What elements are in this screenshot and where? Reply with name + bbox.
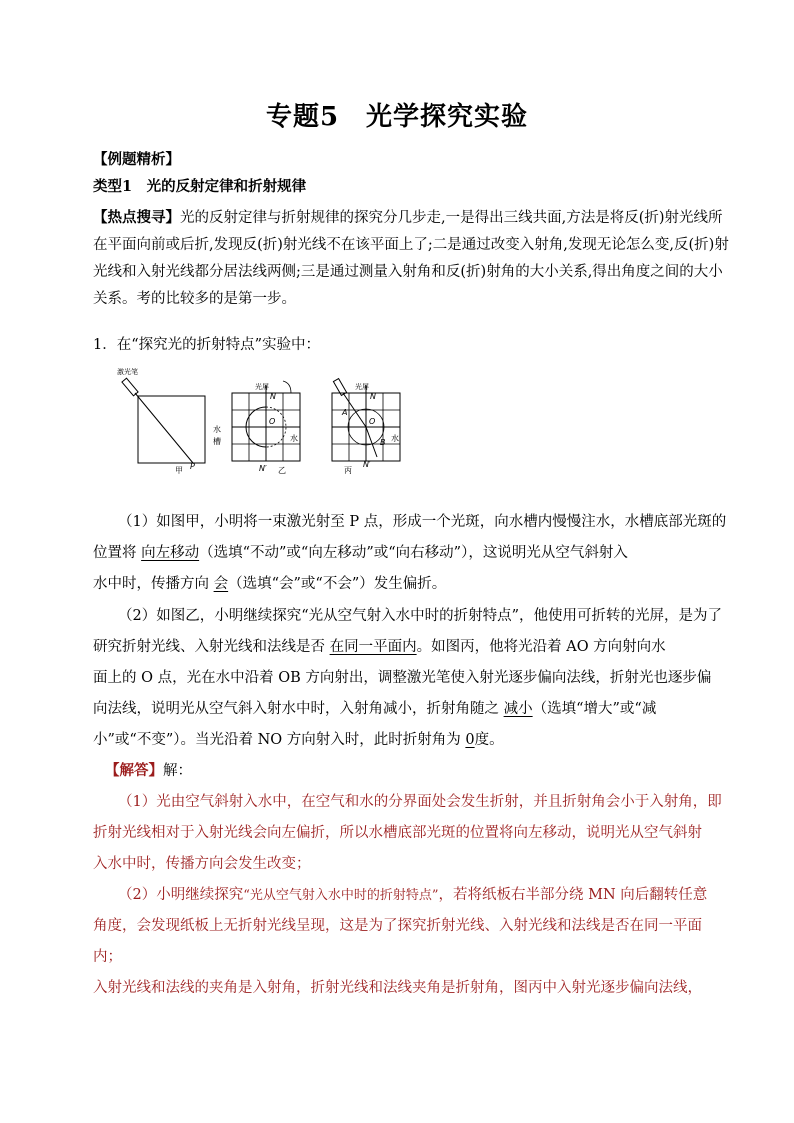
b-label: B [380,438,386,447]
type-heading: 类型1 光的反射定律和折射规律 [93,178,307,195]
tank-label-2: 槽 [213,437,221,446]
solution-heading: 【解答】解： [105,762,192,779]
water-label-1: 水 [290,434,298,443]
solution-p3-line1: 入射光线和法线的夹角是入射角，折射光线和法线夹角是折射角，图丙中入射光逐步偏向法线， [93,980,702,996]
question-number: 1． [93,337,117,353]
hot-search-line-3: 光线和入射光线都分居法线两侧;三是通过测量入射角和反(折)射角的大小关系,得出角度之间的大小 [93,264,723,280]
o-label-2: O [369,417,376,426]
question-stem: 1．在“探究光的折射特点”实验中： [93,337,321,353]
n-prime-label-2: N′ [363,460,371,469]
solution-p1-line1: （1）光由空气斜射入水中，在空气和水的分界面处会发生折射，并且折射角会小于入射角，即 [118,794,722,810]
part1-line3: 水中时，传播方向 会（选填“会”或“不会”）发生偏折。 [93,576,447,592]
answer-blank-b: 会 [213,576,229,592]
laser-beam [135,393,193,463]
solution-p2-line2: 角度，会发现纸板上无折射光线呈现，这是为了探究折射光线、入射光线和法线是否在同一平面 [93,918,702,934]
experiment-diagram [115,363,425,475]
solution-p2-line3: 内； [93,949,122,965]
solution-tag: 【解答】 [105,762,163,779]
experiment-figure [115,363,425,475]
part1-line2: 位置将 向左移动（选填“不动”或“向左移动”或“向右移动”），这说明光从空气斜射入 [93,545,628,561]
figure-bing-label: 丙 [344,466,352,475]
page-title: 专题5 光学探究实验 [265,102,529,132]
a-label: A [342,408,348,417]
water-tank [138,396,205,463]
answer-blank-c: 在同一平面内 [329,639,417,655]
figure-jia [117,367,221,475]
n-prime-label-1: N′ [259,464,267,473]
figure-yi [232,381,300,475]
solution-p1-line3: 入水中时，传播方向会发生改变； [93,856,311,872]
n-label-1: N [270,392,276,401]
answer-blank-a: 向左移动 [141,545,200,561]
answer-blank-e: 0 [465,732,475,748]
figure-yi-label: 乙 [278,466,286,475]
laser-label: 激光笔 [117,368,138,376]
solution-p1-line2: 折射光线相对于入射光线会向左偏折，所以水槽底部光斑的位置将向左移动，说明光从空气斜射 [93,825,702,841]
hot-search-tag: 【热点搜寻】 [93,209,180,226]
part2-line4: 向法线，说明光从空气斜入射水中时，入射角减小，折射角随之 减小（选填“增大”或“减 [93,701,657,717]
n-label-2: N [370,392,376,401]
screen-label-1: 光屏 [255,383,269,391]
part1-line1: （1）如图甲，小明将一束激光射至 P 点，形成一个光斑，向水槽内慢慢注水，水槽底部光斑的 [118,514,727,530]
part2-line3: 面上的 O 点，光在水中沿着 OB 方向射出，调整激光笔使入射光逐步偏向法线，折射光也逐步偏 [93,670,712,686]
part2-line1: （2）如图乙，小明继续探究“光从空气射入水中时的折射特点”，他使用可折转的光屏，是为了 [118,608,723,624]
hot-search-line-4: 关系。考的比较多的是第一步。 [93,291,296,307]
answer-blank-d: 减小 [503,701,533,717]
figure-jia-label: 甲 [175,466,183,475]
tank-label-1: 水 [213,425,221,434]
section-heading: 【例题精析】 [93,151,180,168]
solution-p2-line1: （2）小明继续探究“光从空气射入水中时的折射特点”，若将纸板右半部分绕 MN 向后翻转任意 [118,887,708,903]
o-label-1: O [269,417,276,426]
part2-line2: 研究折射光线、入射光线和法线是否 在同一平面内。如图丙，他将光沿着 AO 方向射向水 [93,639,666,655]
rotate-arrow-icon [283,381,291,393]
figure-bing [332,379,400,475]
hot-search-line-2: 在平面向前或后折,发现反(折)射光线不在该平面上了;二是通过改变入射角,发现无论怎么变,反(折)射 [93,237,729,253]
screen-label-2: 光屏 [355,383,369,391]
water-label-2: 水 [391,434,399,443]
hot-search-line-1: 【热点搜寻】光的反射定律与折射规律的探究分几步走,一是得出三线共面,方法是将反(折)射光线所 [93,209,723,226]
part2-line5: 小”或“不变”）。当光沿着 NO 方向射入时，此时折射角为 0度。 [93,732,504,748]
point-p-label: P [190,462,195,471]
